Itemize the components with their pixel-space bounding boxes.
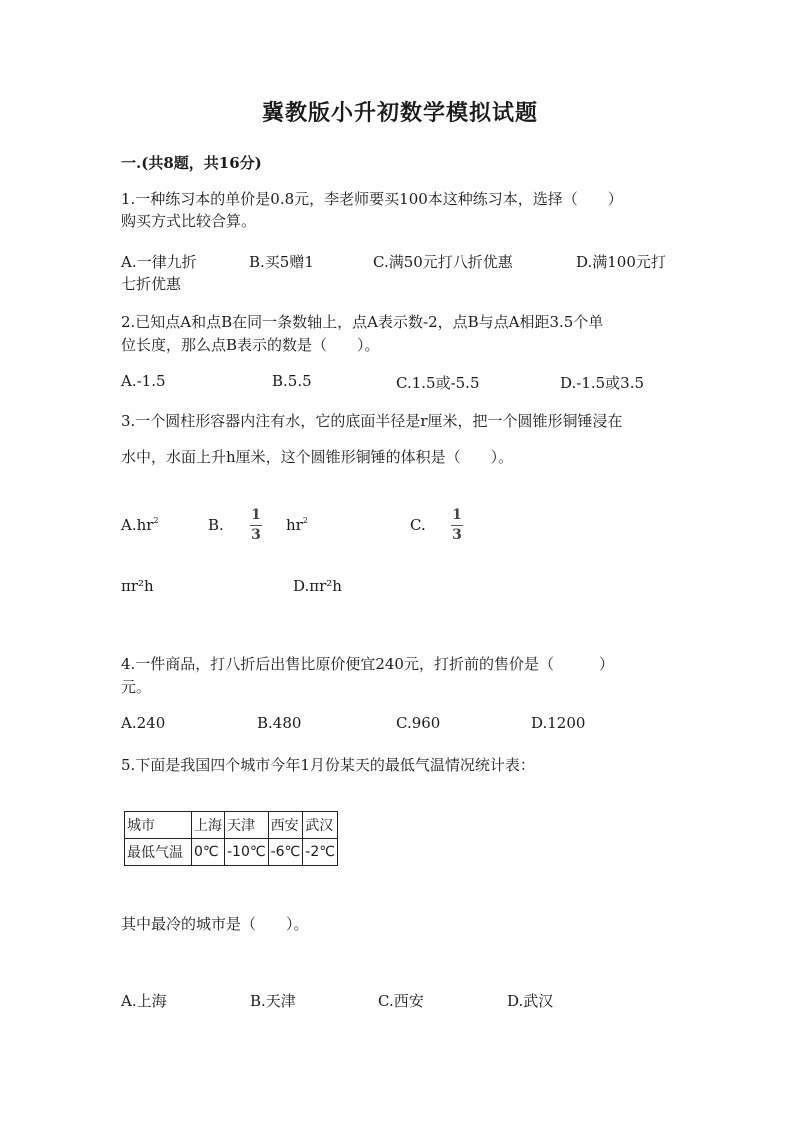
option-d: D.πr²h bbox=[293, 577, 342, 595]
question-text: 4.一件商品，打八折后出售比原价便宜240元，打折前的售价是（ ） bbox=[121, 655, 614, 673]
option-c: C.1.5或-5.5 bbox=[396, 374, 480, 392]
question-text: 位长度，那么点B表示的数是（ ）。 bbox=[121, 336, 380, 354]
option-c-continued: πr²h bbox=[121, 577, 154, 595]
option-b-label: B. bbox=[208, 516, 224, 534]
option-b: B.天津 bbox=[250, 992, 296, 1010]
section-heading: 一.(共8题，共16分) bbox=[121, 154, 262, 172]
table-row bbox=[125, 812, 338, 839]
table-cell: -10℃ bbox=[225, 839, 269, 866]
question-text: 元。 bbox=[121, 678, 152, 696]
option-a: A.上海 bbox=[121, 992, 167, 1010]
fraction-one-third: 1 3 bbox=[452, 507, 462, 543]
option-c: C.满50元打八折优惠 bbox=[373, 253, 513, 271]
temperature-table bbox=[124, 811, 338, 866]
table-cell: -6℃ bbox=[268, 839, 303, 866]
option-a: A.240 bbox=[121, 714, 166, 732]
question-text: 1.一种练习本的单价是0.8元，李老师要买100本这种练习本，选择（ ） bbox=[121, 190, 623, 208]
option-c: C.西安 bbox=[378, 992, 424, 1010]
table-cell: 最低气温 bbox=[125, 839, 192, 866]
option-d: D.1200 bbox=[531, 714, 586, 732]
option-b: B.480 bbox=[257, 714, 302, 732]
question-text: 5.下面是我国四个城市今年1月份某天的最低气温情况统计表： bbox=[121, 756, 535, 774]
question-text: 其中最冷的城市是（ ）。 bbox=[121, 915, 309, 933]
question-text: 3.一个圆柱形容器内注有水，它的底面半径是r厘米，把一个圆锥形铜锤浸在 bbox=[121, 412, 623, 430]
option-b-expression: $hr^2$ bbox=[286, 516, 308, 534]
fraction-one-third: 1 3 bbox=[251, 507, 261, 543]
option-a: A.一律九折 bbox=[121, 253, 197, 271]
page-title: 冀教版小升初数学模拟试题 bbox=[261, 100, 538, 126]
option-d-continued: 七折优惠 bbox=[121, 275, 182, 293]
table-cell: -2℃ bbox=[303, 839, 338, 866]
question-text: 水中，水面上升h厘米，这个圆锥形铜锤的体积是（ ）。 bbox=[121, 448, 514, 466]
option-b: B.买5赠1 bbox=[249, 253, 314, 271]
option-a: $A.hr^2$ bbox=[121, 516, 159, 534]
question-text: 购买方式比较合算。 bbox=[121, 212, 257, 230]
table-row bbox=[125, 839, 338, 866]
table-cell: 城市 bbox=[125, 812, 192, 839]
option-c: C.960 bbox=[396, 714, 441, 732]
option-d: D.武汉 bbox=[507, 992, 554, 1010]
option-d: D.-1.5或3.5 bbox=[560, 374, 645, 392]
option-c-label: C. bbox=[410, 516, 426, 534]
option-b: B.5.5 bbox=[272, 372, 312, 390]
option-a: A.-1.5 bbox=[121, 372, 166, 390]
table-cell: 武汉 bbox=[303, 812, 338, 839]
table-cell: 上海 bbox=[192, 812, 225, 839]
table-cell: 0℃ bbox=[192, 839, 225, 866]
option-d: D.满100元打 bbox=[576, 253, 666, 271]
table-cell: 天津 bbox=[225, 812, 269, 839]
table-cell: 西安 bbox=[268, 812, 303, 839]
question-text: 2.已知点A和点B在同一条数轴上，点A表示数-2，点B与点A相距3.5个单 bbox=[121, 313, 604, 331]
